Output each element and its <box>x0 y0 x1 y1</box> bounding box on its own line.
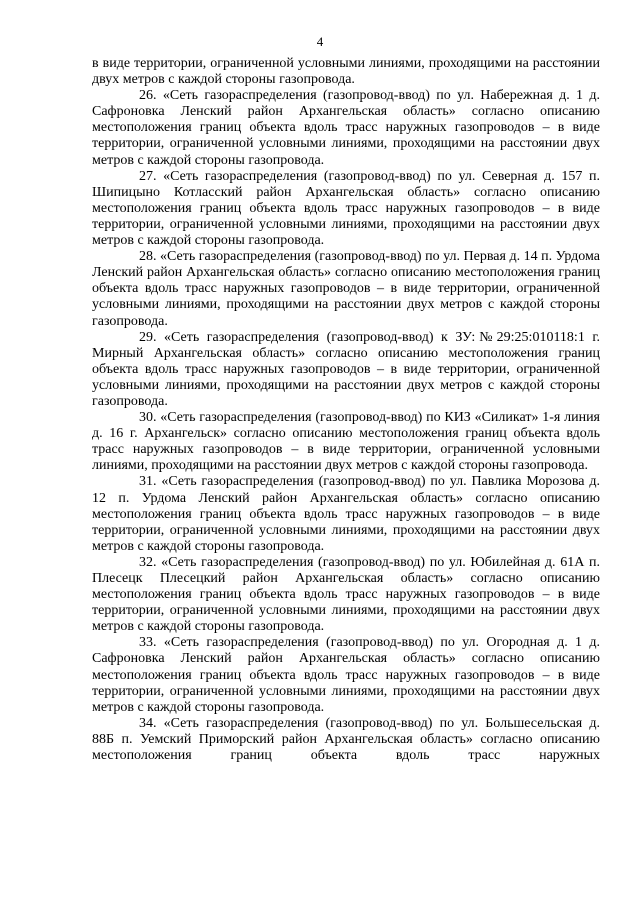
paragraph-item-31: 31. «Сеть газораспределения (газопровод-ввод) по ул. Павлика Морозова д. 12 п. Урдома Ленский район Архангельская область» согласно описанию местоположения границ объекта вдоль трасс наружных газопроводов – в виде территории, ограниченной условными линиями, проходящими на расстоянии двух метров с каждой стороны газопровода. <box>92 474 600 554</box>
paragraph-item-27: 27. «Сеть газораспределения (газопровод-ввод) по ул. Северная д. 157 п. Шипицыно Котласский район Архангельская область» согласно описанию местоположения границ объекта вдоль трасс наружных газопроводов – в виде территории, ограниченной условными линиями, проходящими на расстоянии двух метров с каждой стороны газопровода. <box>92 168 600 249</box>
paragraph-item-26: 26. «Сеть газораспределения (газопровод-ввод) по ул. Набережная д. 1 д. Сафроновка Ленский район Архангельская область» согласно описанию местоположения границ объекта вдоль трасс наружных газопроводов – в виде территории, ограниченной условными линиями, проходящими на расстоянии двух метров с каждой стороны газопровода. <box>92 88 600 168</box>
paragraph-item-30: 30. «Сеть газораспределения (газопровод-ввод) по КИЗ «Силикат» 1-я линия д. 16 г. Архангельск» согласно описанию местоположения границ объекта вдоль трасс наружных газопроводов – в виде территории, ограниченной условными линиями, проходящими на расстоянии двух метров с каждой стороны газопровода. <box>92 410 600 474</box>
paragraph-continuation: в виде территории, ограниченной условными линиями, проходящими на расстоянии двух метров с каждой стороны газопровода. <box>92 56 600 88</box>
document-body <box>92 56 600 764</box>
paragraph-item-28: 28. «Сеть газораспределения (газопровод-ввод) по ул. Первая д. 14 п. Урдома Ленский район Архангельская область» согласно описанию местоположения границ объекта вдоль трасс наружных газопроводов – в виде территории, ограниченной условными линиями, проходящими на расстоянии двух метров с каждой стороны газопровода. <box>92 249 600 329</box>
page-number: 4 <box>316 34 324 49</box>
paragraph-item-34: 34. «Сеть газораспределения (газопровод-ввод) по ул. Большесельская д. 88Б п. Уемский Приморский район Архангельская область» согласно описанию местоположения границ объекта вдоль трасс наружных <box>92 715 600 764</box>
paragraph-item-32: 32. «Сеть газораспределения (газопровод-ввод) по ул. Юбилейная д. 61А п. Плесецк Плесецкий район Архангельская область» согласно описанию местоположения границ объекта вдоль трасс наружных газопроводов – в виде территории, ограниченной условными линиями, проходящими на расстоянии двух метров с каждой стороны газопровода. <box>92 554 600 635</box>
paragraph-item-29: 29. «Сеть газораспределения (газопровод-ввод) к ЗУ:№29:25:010118:1 г. Мирный Архангельская область» согласно описанию местоположения границ объекта вдоль трасс наружных газопроводов – в виде территории, ограниченной условными линиями, проходящими на расстоянии двух метров с каждой стороны газопровода. <box>92 329 600 409</box>
paragraph-item-33: 33. «Сеть газораспределения (газопровод-ввод) по ул. Огородная д. 1 д. Сафроновка Ленский район Архангельская область» согласно описанию местоположения границ объекта вдоль трасс наружных газопроводов – в виде территории, ограниченной условными линиями, проходящими на расстоянии двух метров с каждой стороны газопровода. <box>92 635 600 715</box>
